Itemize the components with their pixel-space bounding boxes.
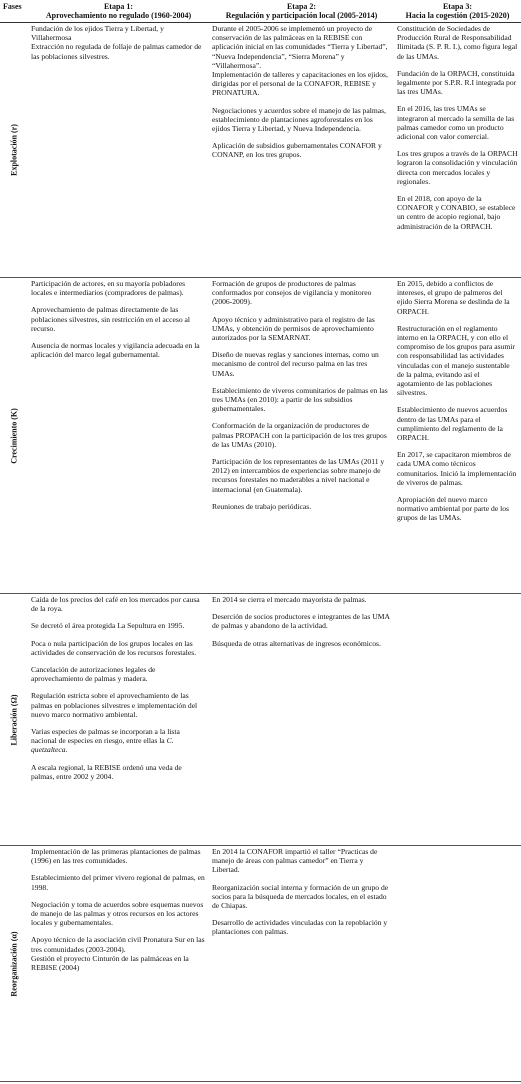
species-name: C. quetzalteca (31, 736, 174, 755)
cell-liberacion-etapa-2 (209, 594, 394, 846)
cell-item: Conformación de la organización de productores de palmas PROPACH con la participación de los tres grupos de las UMAs (2010). (212, 421, 387, 449)
cell-explotacion-etapa-2 (209, 23, 394, 278)
cell-item: En el 2016, las tres UMAs se integraron al mercado la semilla de las palmas camedor como un producto adicional con valor comercial. (397, 104, 515, 142)
row-explotacion (0, 23, 521, 278)
row-reorganizacion (0, 846, 521, 1082)
etapa-1-title: Etapa 1: (103, 2, 134, 11)
cell-item: Participación de actores, en su mayoría pobladores locales e intermediarios (compradores de palmas). (31, 279, 186, 298)
cell-item: Participación de los representantes de las UMAs (2011 y 2012) en intercambios de experiencias sobre manejo de recursos forestales no maderables a nivel nacional e internacional (en Guatemala). (212, 457, 385, 494)
cell-item: Implementación de talleres y capacitaciones en los ejidos, dirigidas por el personal de la CONAFOR, REBISE y PRONATURA. (212, 70, 388, 98)
cell-item: A escala regional, la REBISE ordenó una veda de palmas, entre 2002 y 2004. (31, 762, 182, 781)
cell-item: Formación de grupos de productores de palmas conformados por consejos de vigilancia y monitoreo (2006-2009). (212, 279, 372, 307)
cell-item: En el 2018, con apoyo de la CONAFOR y CONABIO, se establece un centro de acopio regional, bajo administración de la ORPACH. (397, 194, 516, 231)
cell-item: Negociaciones y acuerdos sobre el manejo de las palmas, establecimiento de plantaciones agroforestales en los ejidos Tierra y Libertad, y Nueva Independencia. (212, 105, 386, 134)
header-etapa-1 (28, 0, 209, 23)
cell-item: Establecimiento del primer vivero regional de palmas, en 1998. (31, 873, 205, 892)
cell-item: Aprovechamiento de palmas directamente de las poblaciones silvestres, sin restricción en el acceso al recurso. (31, 305, 190, 333)
row-liberacion (0, 594, 521, 846)
cell-item: Aplicación de subsidios gubernamentales CONAFOR y CONANP, en los tres grupos. (212, 141, 382, 160)
cell-crecimiento-etapa-2 (209, 278, 394, 594)
phase-label-explotacion: Explotación (r) (9, 124, 19, 176)
cell-item: Los tres grupos a través de la ORPACH lograron la consolidación y vinculación directa con mercados locales y regionales. (397, 149, 518, 186)
phase-cell (0, 846, 28, 1082)
phase-cell (0, 23, 28, 278)
phase-cell (0, 594, 28, 846)
phase-label-reorganizacion: Reorganización (α) (9, 930, 19, 997)
etapa-2-subtitle: Regulación y participación local (2005-2014) (225, 11, 378, 20)
header-etapa-3 (394, 0, 521, 23)
cell-item: Fundación de la ORPACH, constituida legalmente por S.P.R. R.I integrada por las tres UMAs. (397, 68, 517, 97)
cell-reorganizacion-etapa-3 (394, 846, 521, 1082)
cell-item: En 2014 la CONAFOR impartió el taller “Practicas de manejo de áreas con palmas camedor” en Tierra y Libertad. (212, 847, 378, 875)
cell-item: Fundación de los ejidos Tierra y Libertad, y Villahermosa (31, 24, 164, 43)
etapa-3-title: Etapa 3: (442, 2, 473, 11)
cell-item: Se decretó el área protegida La Sepultura en 1995. (31, 621, 185, 631)
header-etapa-2 (209, 0, 394, 23)
cell-item: Constitución de Sociedades de Producción Rural de Responsabilidad Ilimitada (S. P. R. I.), como figura legal de las UMAs. (397, 24, 518, 61)
cell-item: Durante el 2005-2006 se implementó un proyecto de conservación de las palmáceas en la REBISE con aplicación inicial en las comunidades “Tierra y Libertad”, “Nueva Independencia”, “Sierra Morena” y “Villahermosa”. (212, 24, 388, 70)
phase-label-liberacion: Liberación (Ω) (9, 693, 19, 746)
etapa-1-subtitle: Aprovechamiento no regulado (1960-2004) (45, 11, 192, 20)
cell-item: Desarrollo de actividades vinculadas con la repoblación y plantaciones con palmas. (212, 918, 388, 937)
cell-liberacion-etapa-1 (28, 594, 209, 846)
cell-item: Cancelación de autorizaciones legales de aprovechamiento de palmas y madera. (31, 665, 156, 684)
cell-crecimiento-etapa-3 (394, 278, 521, 594)
cell-item: Implementación de las primeras plantaciones de palmas (1996) en las tres comunidades. (31, 847, 201, 866)
cell-item-species (31, 727, 206, 755)
cell-item: Establecimiento de viveros comunitarios de palmas en las tres UMAs (en 2010): a partir de los subsidios gubernamentales. (212, 385, 388, 414)
cell-item: Ausencia de normas locales y vigilancia adecuada en la aplicación del marco legal gubernamental. (31, 341, 200, 360)
header-row (0, 0, 521, 23)
cell-item: Reuniones de trabajo periódicas. (212, 501, 312, 511)
cell-explotacion-etapa-1 (28, 23, 209, 278)
cell-item: Apropiación del nuevo marco normativo ambiental por parte de los grupos de las UMAs. (397, 495, 509, 523)
cell-item: Caída de los precios del café en los mercados por causa de la roya. (31, 595, 200, 614)
cell-item: Apoyo técnico y administrativo para el registro de las UMAs, y obtención de permisos de aprovechamiento autorizados por la SEMARNAT. (212, 314, 375, 343)
phase-label-crecimiento: Crecimiento (K) (9, 407, 19, 464)
species-text: Varias especies de palmas se incorporan a la lista nacional de especies en riesgo, entre ellas la (31, 727, 180, 746)
cell-item: Diseño de nuevas reglas y sanciones internas, como un mecanismo de control del recurso palma en las tres UMAs. (212, 350, 379, 378)
cell-item: En 2015, debido a conflictos de intereses, el grupo de palmeros del ejido Sierra Morena se deslinda de la ORPACH. (397, 279, 510, 316)
cell-item: Gestión el proyecto Cinturón de las palmáceas en la REBISE (2004) (31, 953, 189, 973)
cell-item: Restructuración en el reglamento interno en la ORPACH, y con ello el compromiso de los grupos para asumir con responsabilidad las actividades vinculadas con el manejo sustentable de la palma, evitando así el agotamiento de las poblaciones silvestres. (397, 323, 515, 398)
header-fases: Fases (0, 0, 28, 23)
cell-item: Búsqueda de otras alternativas de ingresos económicos. (212, 638, 381, 648)
cell-item: Extracción no regulada de follaje de palmas camedor de las poblaciones silvestres. (31, 42, 202, 61)
cell-item: Establecimiento de nuevos acuerdos dentro de las UMAs para el cumplimiento del reglamento de la ORPACH. (397, 405, 508, 443)
cell-item: En 2014 se cierra el mercado mayorista de palmas. (212, 595, 367, 604)
cell-crecimiento-etapa-1 (28, 278, 209, 594)
cell-item: Reorganización social interna y formación de un grupo de socios para la búsqueda de mercados locales, en el estado de Chiapas. (212, 882, 389, 911)
cell-reorganizacion-etapa-2 (209, 846, 394, 1082)
etapa-2-title: Etapa 2: (286, 2, 317, 11)
row-crecimiento (0, 278, 521, 594)
cell-liberacion-etapa-3 (394, 594, 521, 846)
cell-explotacion-etapa-3 (394, 23, 521, 278)
cell-item: Negociación y toma de acuerdos sobre esquemas nuevos de manejo de las palmas y otros recursos en los actores locales y gubernamentales. (31, 899, 204, 928)
etapa-3-subtitle: Hacia la cogestión (2015-2020) (405, 11, 510, 20)
cell-item: Apoyo técnico de la asociación civil Pronatura Sur en las tres comunidades (2003-2004). (31, 935, 205, 954)
cell-reorganizacion-etapa-1 (28, 846, 209, 1082)
cell-item: Poca o nula participación de los grupos locales en las actividades de conservación de los recursos forestales. (31, 638, 197, 657)
cell-item: Deserción de socios productores e integrantes de las UMA de palmas y abandono de la actividad. (212, 612, 390, 631)
species-period: . (65, 745, 68, 755)
cell-item: En 2017, se capacitaron miembros de cada UMA como técnicos comunitarios. Inició la implementación de viveros de palmas. (397, 450, 517, 487)
cell-item: Regulación estricta sobre el aprovechamiento de las palmas en poblaciones silvestres e implementación del nuevo marco normativo ambiental. (31, 691, 198, 719)
phase-cell (0, 278, 28, 594)
